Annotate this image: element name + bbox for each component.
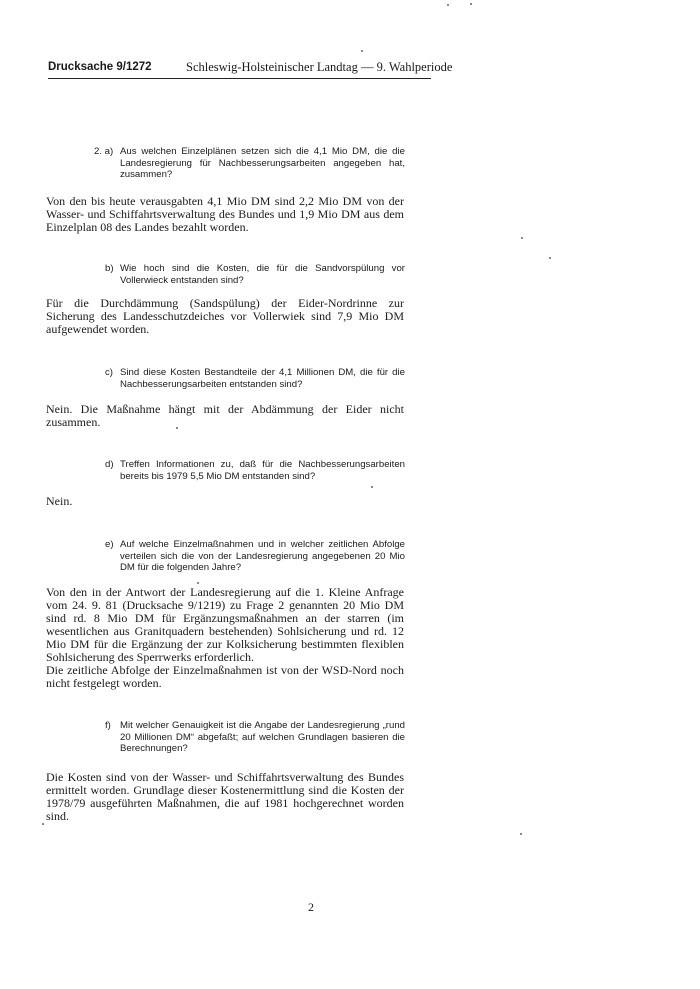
question-marker: f) [105,720,111,731]
answer-paragraph: Nein. [46,494,73,508]
answer-2a [46,195,404,234]
answer-paragraph: Die Kosten sind von der Wasser- und Schiffahrtsverwaltung des Bundes ermittelt worden. Grundlage dieser Kostenermittlung sind die Kosten der 1978/79 ausgeführten Maßnahmen, die auf 1981 hochgerechnet worden sind. [46,770,404,823]
page-header [48,60,453,79]
question-marker: d) [105,459,114,470]
question-marker: e) [105,539,114,550]
header-title: Schleswig-Holsteinischer Landtag — 9. Wahlperiode [186,60,453,74]
scan-speck [521,237,523,239]
question-2f [105,720,405,755]
answer-2b [46,297,404,336]
scan-speck [197,582,199,584]
scan-speck [549,257,551,259]
question-2b [105,263,405,286]
question-text: Wie hoch sind die Kosten, die für die Sandvorspülung vor Vollerwieck entstanden sind? [120,263,405,286]
scan-speck [361,50,363,52]
answer-2f [46,771,404,823]
scan-speck [470,3,472,5]
scan-speck [371,486,373,488]
question-2d [105,459,405,482]
answer-paragraph: Die zeitliche Abfolge der Einzelmaßnahmen ist von der WSD-Nord noch nicht festgelegt worden. [46,663,404,690]
answer-paragraph: Für die Durchdämmung (Sandspülung) der Eider-Nordrinne zur Sicherung des Landesschutzdeiches vor Vollerwiek sind 7,9 Mio DM aufgewendet worden. [46,296,404,336]
question-marker: 2. a) [94,146,114,157]
answer-2d [46,495,404,508]
question-marker: b) [105,263,114,274]
question-text: Mit welcher Genauigkeit ist die Angabe der Landesregierung „rund 20 Millionen DM“ abgefaßt; auf welchen Grundlagen basieren die Berechnungen? [120,720,405,754]
question-text: Treffen Informationen zu, daß für die Nachbesserungsarbeiten bereits bis 1979 5,5 Mio DM entstanden sind? [120,459,405,482]
question-2c [105,367,405,390]
question-text: Auf welche Einzelmaßnahmen und in welcher zeitlichen Abfolge verteilen sich die von der Landesregierung angegebenen 20 Mio DM für die folgenden Jahre? [120,539,405,573]
question-marker: c) [105,367,113,378]
question-2e [105,539,405,574]
scan-speck [42,823,44,825]
question-text: Sind diese Kosten Bestandteile der 4,1 Millionen DM, die für die Nachbesserungsarbeiten entstanden sind? [120,367,405,390]
answer-paragraph: Von den bis heute verausgabten 4,1 Mio DM sind 2,2 Mio DM von der Wasser- und Schiffahrtsverwaltung des Bundes und 1,9 Mio DM aus dem Einzelplan 08 des Landes bezahlt worden. [46,194,404,234]
question-2a [94,146,405,181]
answer-paragraph: Von den in der Antwort der Landesregierung auf die 1. Kleine Anfrage vom 24. 9. 81 (Drucksache 9/1219) zu Frage 2 genannten 20 Mio DM sind rd. 8 Mio DM für Ergänzungsmaßnahmen an der starren (im wesentlichen aus Granitquadern bestehenden) Sohlsicherung und rd. 12 Mio DM für die Ergänzung der zur Kolksicherung bestimmten flexiblen Sohlsicherung des Sperrwerks erforderlich. [46,585,404,664]
scan-speck [520,833,522,835]
page-number: 2 [308,900,314,914]
scan-speck [447,4,449,6]
scan-speck [176,427,178,429]
answer-2e [46,586,404,690]
document-reference: Drucksache 9/1272 [48,61,152,73]
question-text: Aus welchen Einzelplänen setzen sich die 4,1 Mio DM, die die Landesregierung für Nachbesserungsarbeiten angegeben hat, zusammen? [120,146,405,180]
answer-paragraph: Nein. Die Maßnahme hängt mit der Abdämmung der Eider nicht zusammen. [46,402,404,429]
answer-2c [46,403,404,429]
